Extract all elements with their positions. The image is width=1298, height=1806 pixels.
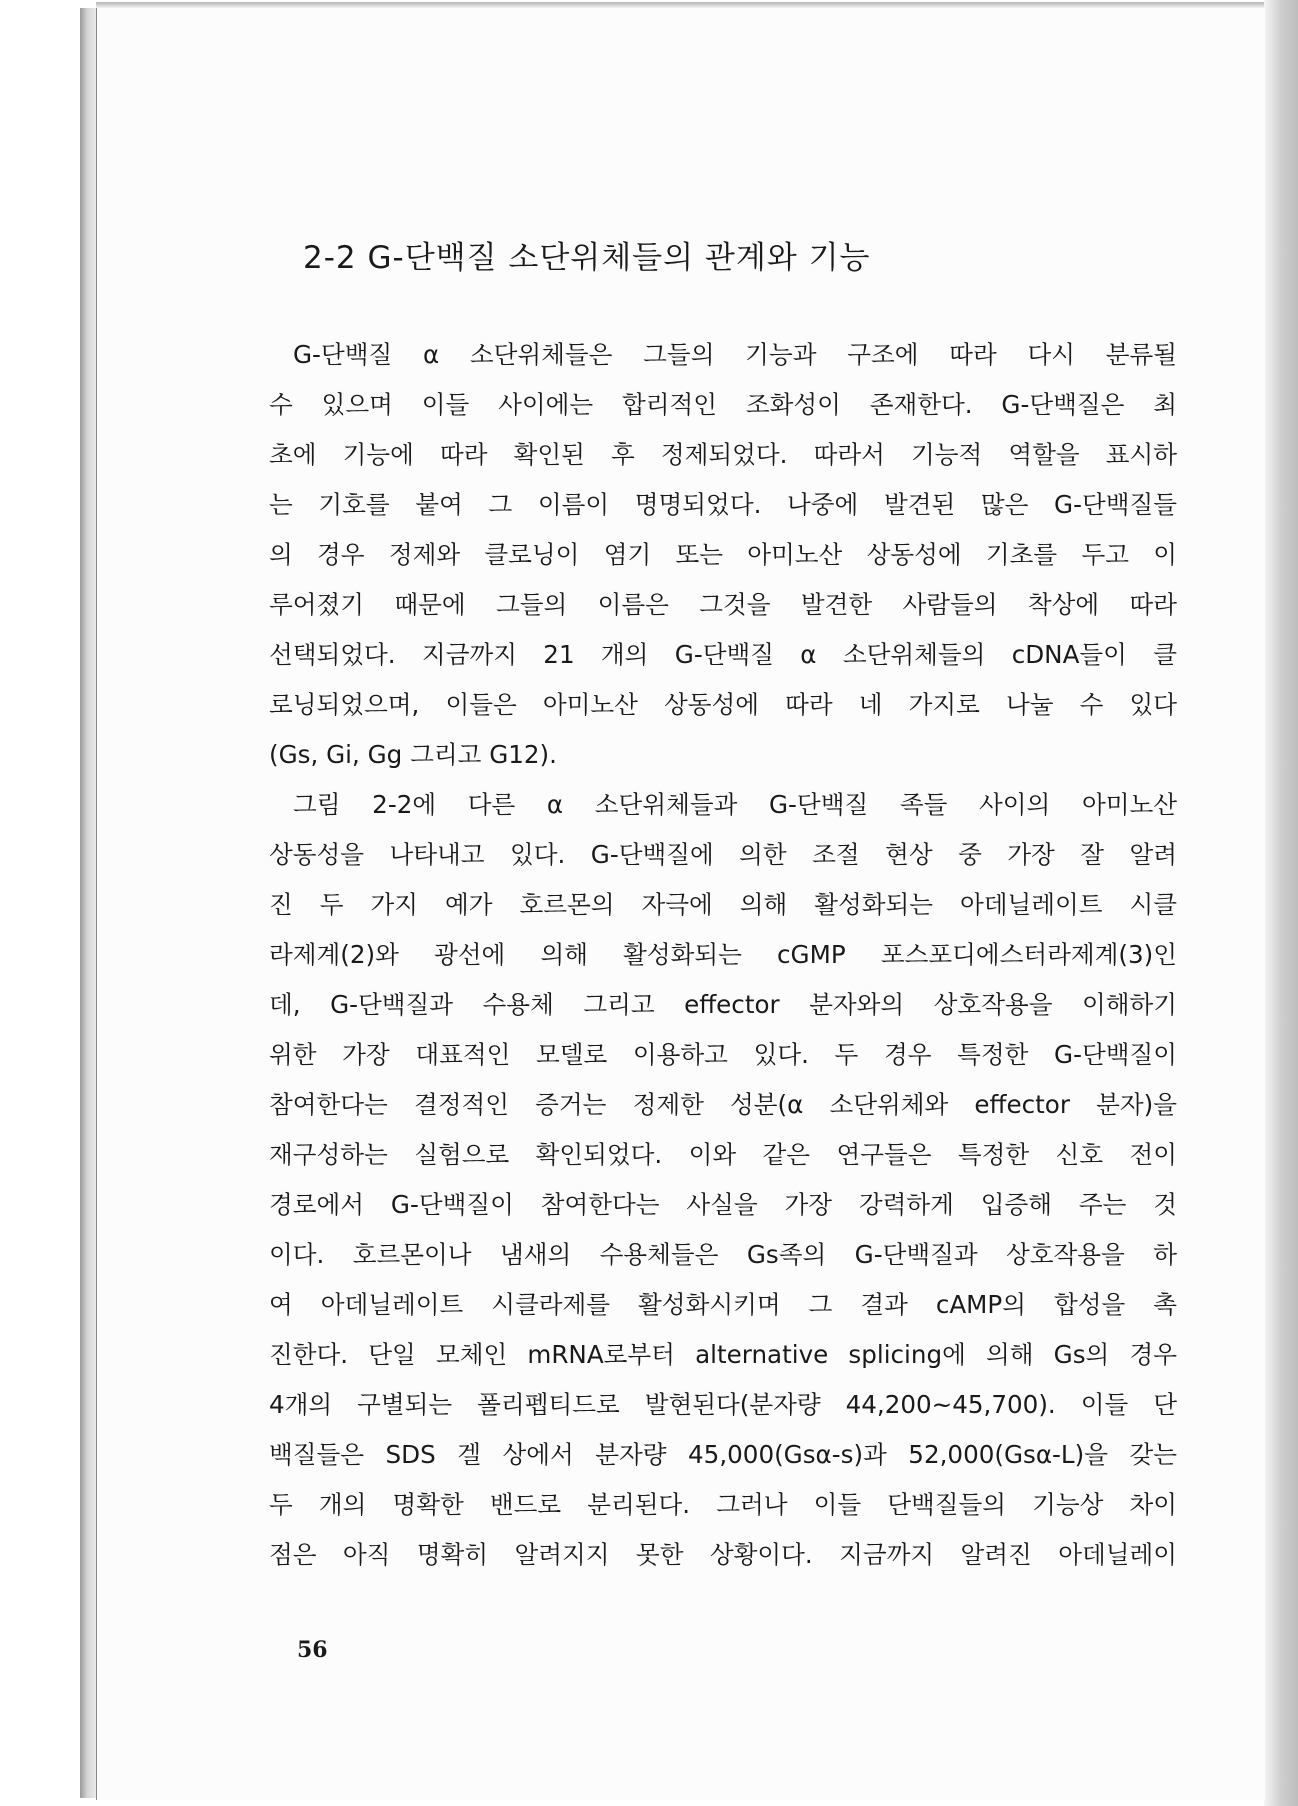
text-line: 두 개의 명확한 밴드로 분리된다. 그러나 이들 단백질들의 기능상 차이 <box>269 1490 1177 1519</box>
text-line: 진 두 가지 예가 호르몬의 자극에 의해 활성화되는 아데닐레이트 시클 <box>269 890 1177 919</box>
text-line: 로닝되었으며, 이들은 아미노산 상동성에 따라 네 가지로 나눌 수 있다 <box>269 690 1177 719</box>
text-line: 백질들은 SDS 겔 상에서 분자량 45,000(Gsα-s)과 52,000(Gsα-L)을 갖는 <box>269 1440 1177 1469</box>
text-line: 재구성하는 실험으로 확인되었다. 이와 같은 연구들은 특정한 신호 전이 <box>269 1140 1177 1169</box>
text-line: 여 아데닐레이트 시클라제를 활성화시키며 그 결과 cAMP의 합성을 촉 <box>269 1290 1177 1319</box>
text-line: 경로에서 G-단백질이 참여한다는 사실을 가장 강력하게 입증해 주는 것 <box>269 1190 1177 1219</box>
page-number: 56 <box>297 1637 328 1663</box>
text-line: 참여한다는 결정적인 증거는 정제한 성분(α 소단위체와 effector 분자)을 <box>269 1090 1177 1119</box>
text-line: 데, G-단백질과 수용체 그리고 effector 분자와의 상호작용을 이해하기 <box>269 990 1177 1019</box>
page-right-edge <box>1264 0 1298 1806</box>
book-page <box>96 8 1265 1800</box>
text-line: 초에 기능에 따라 확인된 후 정제되었다. 따라서 기능적 역할을 표시하 <box>269 440 1177 469</box>
text-line: 위한 가장 대표적인 모델로 이용하고 있다. 두 경우 특정한 G-단백질이 <box>269 1040 1177 1069</box>
body-text <box>269 330 1177 1580</box>
text-line: 의 경우 정제와 클로닝이 염기 또는 아미노산 상동성에 기초를 두고 이 <box>269 540 1177 569</box>
text-line: 4개의 구별되는 폴리펩티드로 발현된다(분자량 44,200~45,700). 이들 단 <box>269 1390 1177 1419</box>
text-line: 선택되었다. 지금까지 21 개의 G-단백질 α 소단위체들의 cDNA들이 클 <box>269 640 1177 669</box>
text-line: 이다. 호르몬이나 냄새의 수용체들은 Gs족의 G-단백질과 상호작용을 하 <box>269 1240 1177 1269</box>
text-line: 점은 아직 명확히 알려지지 못한 상황이다. 지금까지 알려진 아데닐레이 <box>269 1540 1177 1569</box>
text-line: 상동성을 나타내고 있다. G-단백질에 의한 조절 현상 중 가장 잘 알려 <box>269 840 1177 869</box>
text-line: 루어졌기 때문에 그들의 이름은 그것을 발견한 사람들의 착상에 따라 <box>269 590 1177 619</box>
text-line: 그림 2-2에 다른 α 소단위체들과 G-단백질 족들 사이의 아미노산 <box>293 790 1177 819</box>
section-heading: 2-2 G-단백질 소단위체들의 관계와 기능 <box>303 240 871 276</box>
text-line: G-단백질 α 소단위체들은 그들의 기능과 구조에 따라 다시 분류될 <box>293 340 1177 369</box>
text-line: 는 기호를 붙여 그 이름이 명명되었다. 나중에 발견된 많은 G-단백질들 <box>269 490 1177 519</box>
text-line: (Gs, Gi, Gg 그리고 G12). <box>269 740 557 769</box>
text-line: 라제계(2)와 광선에 의해 활성화되는 cGMP 포스포디에스터라제계(3)인 <box>269 940 1177 969</box>
text-line: 진한다. 단일 모체인 mRNA로부터 alternative splicing에 의해 Gs의 경우 <box>269 1340 1177 1369</box>
text-line: 수 있으며 이들 사이에는 합리적인 조화성이 존재한다. G-단백질은 최 <box>269 390 1177 419</box>
